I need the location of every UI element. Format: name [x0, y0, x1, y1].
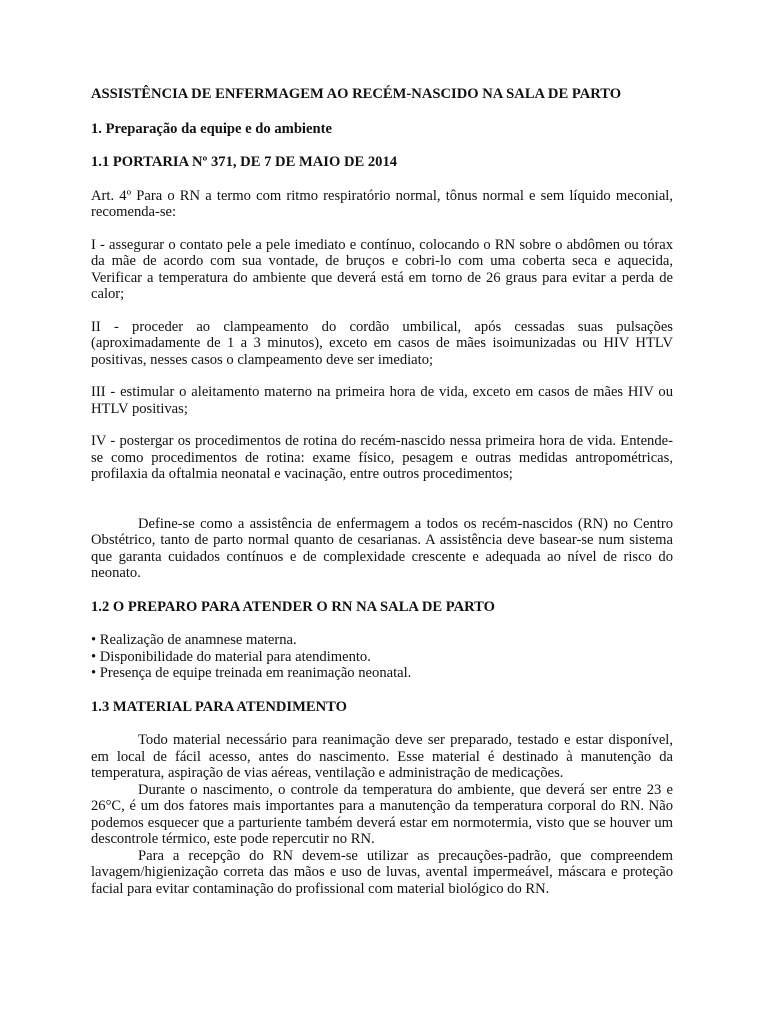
definition-paragraph: Define-se como a assistência de enfermagem a todos os recém-nascidos (RN) no Centro Obstétrico, tanto de parto normal quanto de cesarianas. A assistência deve basear-se num sistema que garanta cuidados contínuos e de complexidade crescente e adequada ao nível de risco do neonato.: [91, 515, 673, 581]
material-paragraph-1: Todo material necessário para reanimação deve ser preparado, testado e estar disponível, em local de fácil acesso, antes do nascimento. Esse material é destinado à manutenção da temperatura, aspiração de vias aéreas, ventilação e administração de medicações.: [91, 732, 673, 781]
list-item: • Presença de equipe treinada em reanimação neonatal.: [91, 665, 412, 681]
preparation-list: [91, 632, 673, 682]
section-1-2-heading: 1.2 O PREPARO PARA ATENDER O RN NA SALA DE PARTO: [91, 598, 495, 615]
item-iv: IV - postergar os procedimentos de rotina do recém-nascido nessa primeira hora de vida. Entende-se como procedimentos de rotina: exame físico, pesagem e outras medidas antropométricas, profilaxia da oftalmia neonatal e vacinação, entre outros procedimentos;: [91, 433, 673, 482]
section-1-3-heading: 1.3 MATERIAL PARA ATENDIMENTO: [91, 698, 347, 715]
document-title: ASSISTÊNCIA DE ENFERMAGEM AO RECÉM-NASCIDO NA SALA DE PARTO: [91, 86, 622, 102]
item-iii: III - estimular o aleitamento materno na primeira hora de vida, exceto em casos de mães HIV ou HTLV positivas;: [91, 384, 673, 417]
article-intro: Art. 4º Para o RN a termo com ritmo respiratório normal, tônus normal e sem líquido meconial, recomenda-se:: [91, 187, 673, 220]
section-1-1-heading: 1.1 PORTARIA Nº 371, DE 7 DE MAIO DE 2014: [91, 154, 398, 170]
list-item: • Disponibilidade do material para atendimento.: [91, 648, 371, 665]
material-paragraph-2: Durante o nascimento, o controle da temperatura do ambiente, que deverá ser entre 23 e 26°C, é um dos fatores mais importantes para a manutenção da temperatura corporal do RN. Não podemos esquecer que a parturiente também deverá estar em normotermia, visto que se houver um descontrole térmico, este pode repercutir no RN.: [91, 781, 673, 847]
document-page: [91, 86, 673, 897]
section-1-heading: 1. Preparação da equipe e do ambiente: [91, 120, 332, 137]
item-ii: II - proceder ao clampeamento do cordão umbilical, após cessadas suas pulsações (aproximadamente de 1 a 3 minutos), exceto em casos de mães isoimunizadas ou HIV HTLV positivas, nesses casos o clampeamento deve ser imediato;: [91, 318, 673, 368]
list-item: • Realização de anamnese materna.: [91, 632, 297, 648]
item-i: I - assegurar o contato pele a pele imediato e contínuo, colocando o RN sobre o abdômen ou tórax da mãe de acordo com sua vontade, de bruços e cobri-lo com uma coberta seca e aquecida, Verificar a temperatura do ambiente que deverá está em torno de 26 graus para evitar a perda de calor;: [91, 236, 673, 302]
material-paragraph-3: Para a recepção do RN devem-se utilizar as precauções-padrão, que compreendem lavagem/higienização correta das mãos e uso de luvas, avental impermeável, máscara e proteção facial para evitar contaminação do profissional com material biológico do RN.: [91, 847, 673, 897]
